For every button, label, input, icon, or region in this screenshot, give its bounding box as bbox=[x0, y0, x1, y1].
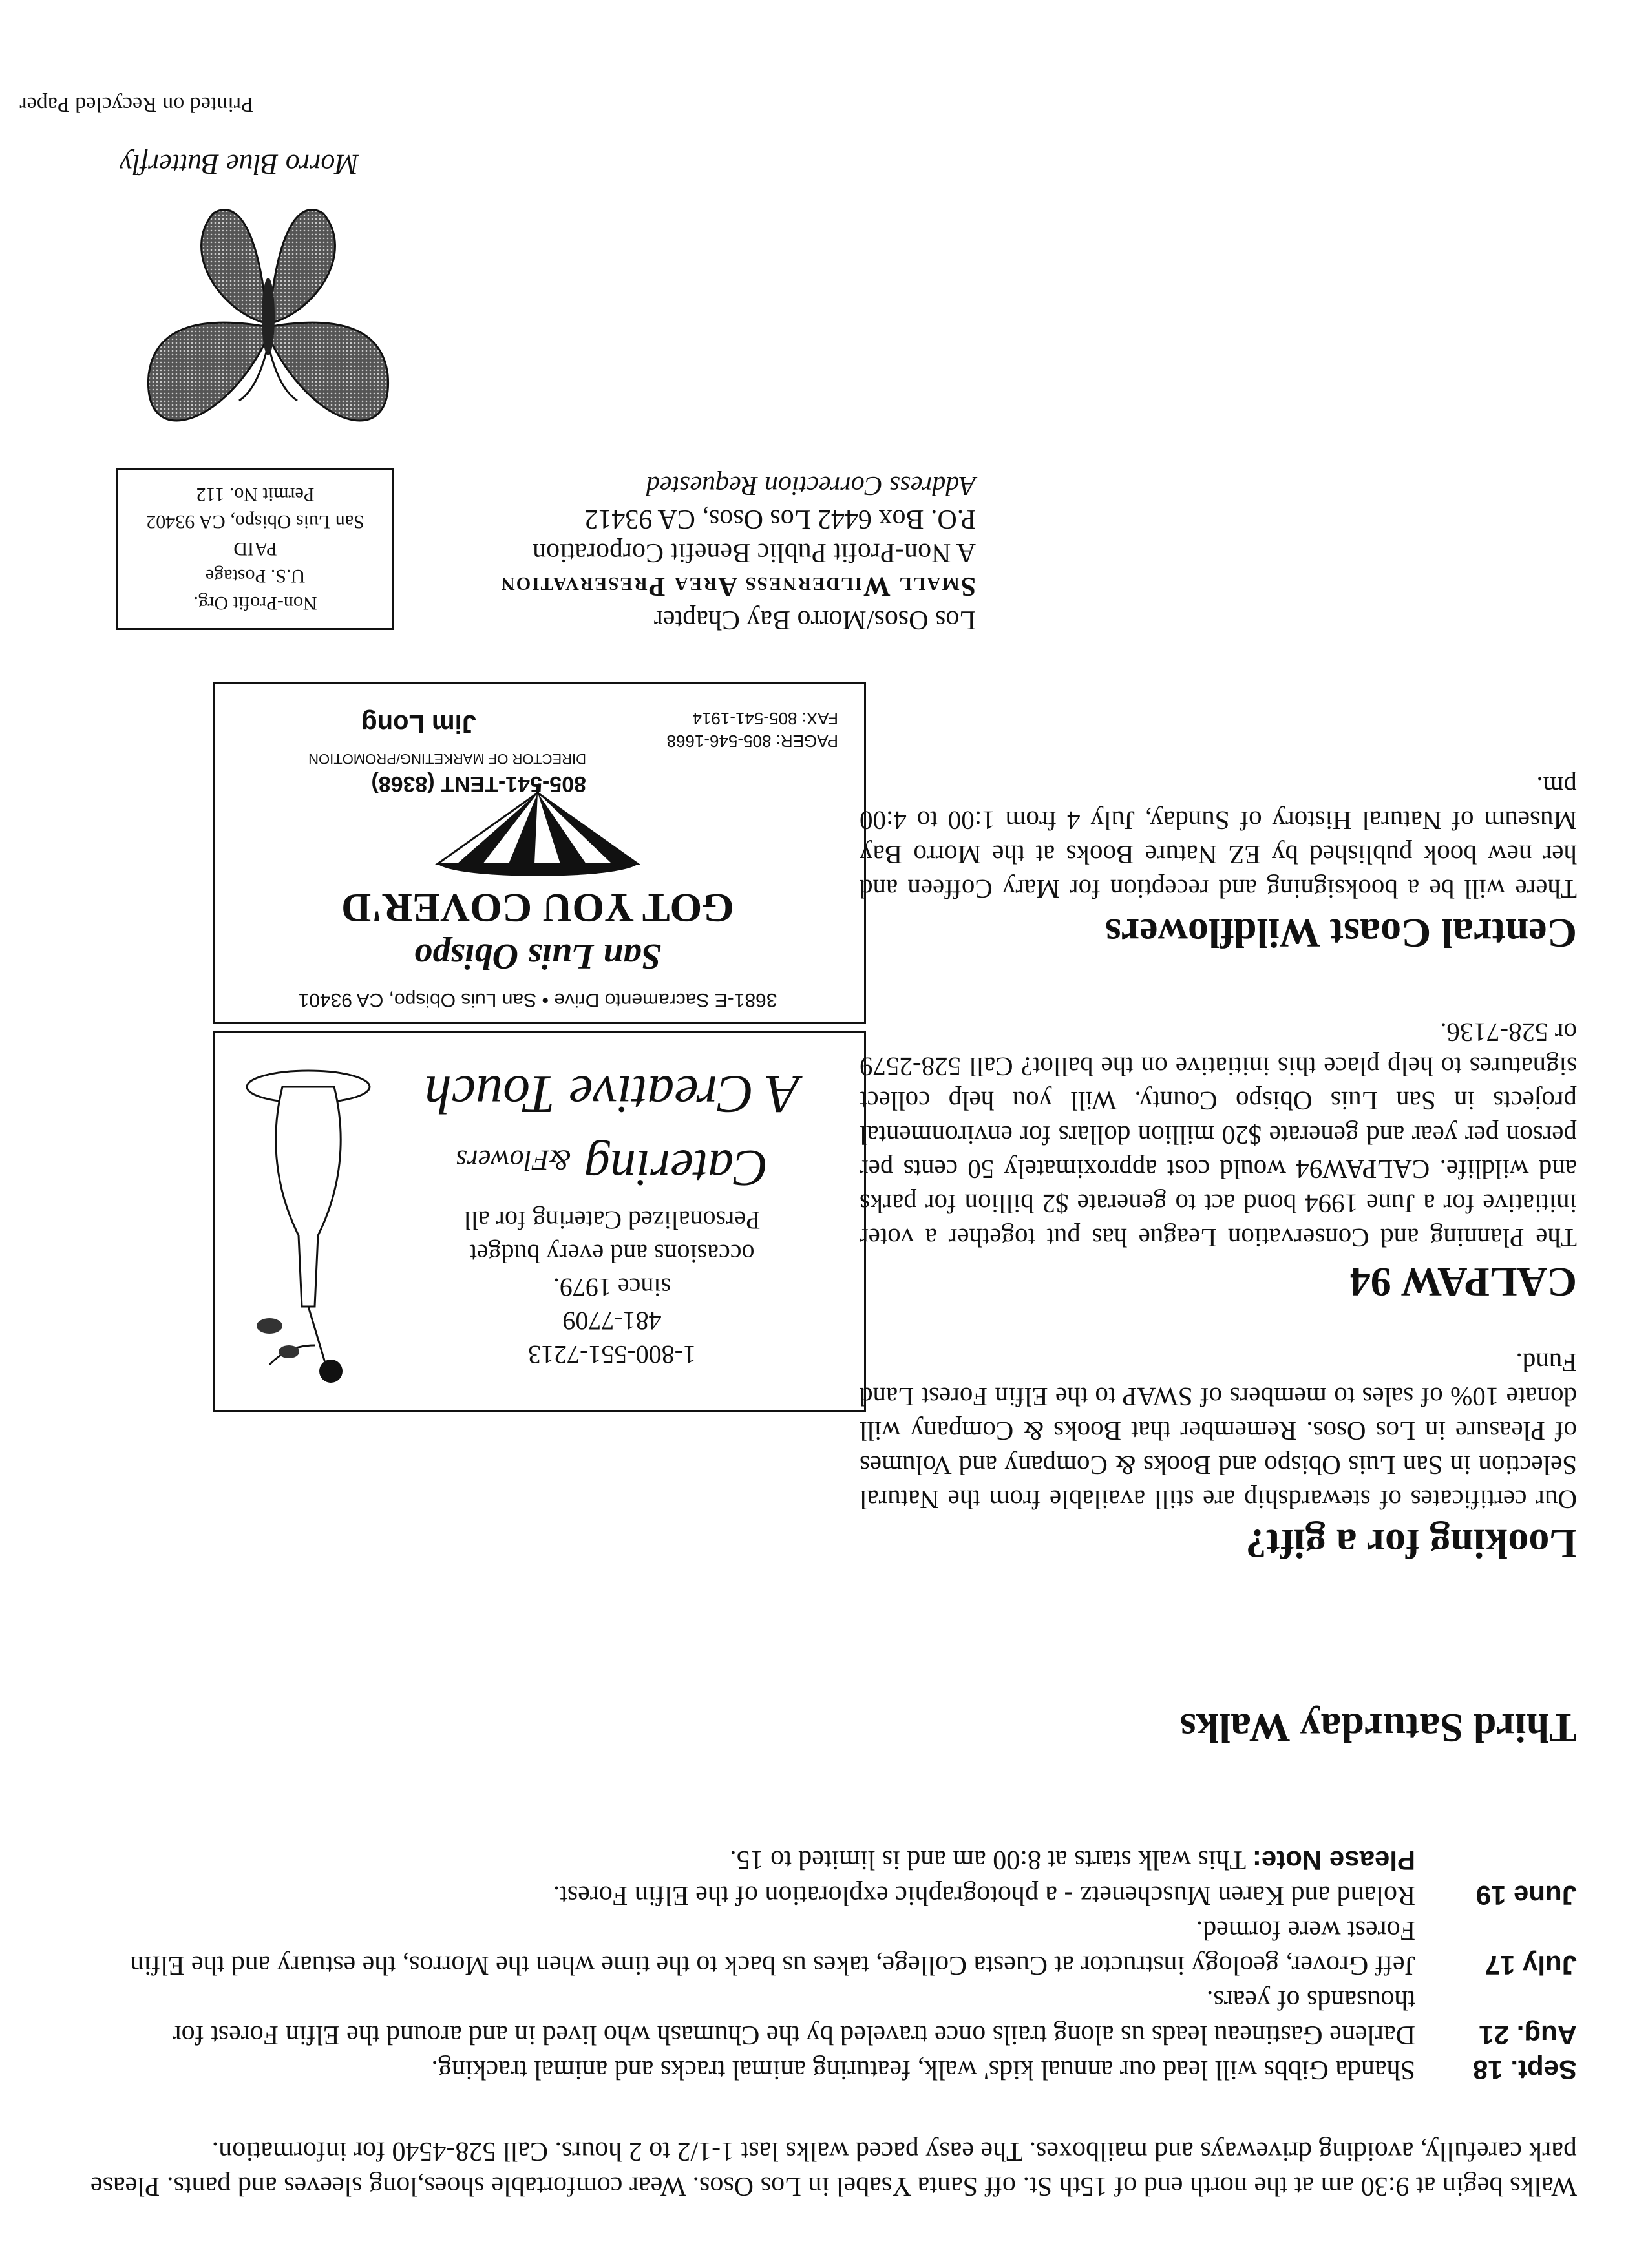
ad-fax: FAX: 805-541-1914 bbox=[692, 709, 838, 728]
note-label: Please Note: bbox=[1252, 1845, 1415, 1876]
walk-date: Sept. 18 bbox=[1472, 2055, 1577, 2085]
catering-title: A Creative Touch bbox=[424, 1064, 800, 1124]
ad-phone: 805-541-TENT (8368) bbox=[371, 772, 586, 796]
butterfly-caption: Morro Blue Butterfly bbox=[120, 149, 359, 180]
section-heading: Central Coast Wildflowers bbox=[1104, 910, 1577, 956]
walk-text: Roland and Karen Muschenetz - a photographic exploration of the Elfin Forest. bbox=[553, 1880, 1415, 1910]
walk-date: July 17 bbox=[1484, 1950, 1577, 1980]
catering-line: Personalized Catering for all bbox=[463, 1206, 761, 1235]
catering-line: since 1979. bbox=[553, 1273, 671, 1302]
got-you-covered-ad bbox=[213, 682, 866, 1024]
org-type: A Non-Profit Public Benefit Corporation bbox=[533, 538, 976, 567]
permit-line: PAID bbox=[233, 538, 277, 560]
calpaw-section bbox=[860, 1015, 1577, 1305]
ad-company: GOT YOU COVER'D bbox=[341, 885, 735, 931]
po-box: P.O. Box 6442 Los Osos, CA 93412 bbox=[584, 504, 976, 534]
creative-touch-ad bbox=[213, 1031, 866, 1412]
walk-item bbox=[90, 1982, 1577, 2052]
section-body: There will be a booksigning and reception for Mary Coffeen and her new book published by EZ Nature Books at the Morro Bay Museum of Natural History of Sunday, July 4 from 1:00 to 4:00 pm. bbox=[860, 772, 1577, 904]
walk-description bbox=[90, 1842, 1415, 1913]
section-body: The Planning and Conservation League has put together a voter initiative for a June 1994 bond act to generate $2 billion for parks and wildlife. CALPAW94 would cost approximately 50 cents per person per year and generate $20 million dollars for environmental projects in San Luis Obispo County. Will you help collect signatures to help place this initiative on the ballot? Call 528-2579 or 528-7136. bbox=[860, 1018, 1577, 1253]
org-name: Small Wilderness Area Preservation bbox=[500, 571, 976, 601]
permit-line: San Luis Obispo, CA 93402 bbox=[146, 511, 364, 532]
walk-date: Aug. 21 bbox=[1479, 2020, 1577, 2050]
flowers-word: &Flowers bbox=[456, 1144, 571, 1176]
butterfly-illustration bbox=[129, 181, 407, 465]
section-heading: Looking for a gift? bbox=[1245, 1521, 1577, 1567]
walks-list bbox=[90, 1842, 1577, 2087]
chapter-name: Los Osos/Morro Bay Chapter bbox=[653, 605, 976, 635]
tent-icon bbox=[431, 786, 644, 883]
walk-description: Darlene Gastineau leads us along trails once traveled by the Chumash who lived in and around the Elfin Forest for thousands of years. bbox=[172, 1985, 1415, 2050]
recycled-paper-note: Printed on Recycled Paper bbox=[19, 92, 253, 116]
walk-date: June 19 bbox=[1475, 1880, 1577, 1911]
walk-item bbox=[90, 1842, 1577, 1913]
vase-icon bbox=[237, 1048, 379, 1384]
ad-city: San Luis Obispo bbox=[414, 936, 662, 976]
permit-line: Permit No. 112 bbox=[196, 484, 315, 505]
ad-address: 3681-E Sacramento Drive • San Luis Obispo, CA 93401 bbox=[298, 989, 777, 1011]
walk-item bbox=[90, 1913, 1577, 1982]
section-body: Our certificates of stewardship are still available from the Natural Selection in San Luis Obispo and Books & Company and Volumes of Pleasure in Los Osos. Remember that Books & Company will donate 10% of sales to members of SWAP to the Elfin Forest Land Fund. bbox=[860, 1348, 1577, 1515]
catering-line: 1-800-551-7213 bbox=[528, 1340, 696, 1369]
catering-line: 481-7709 bbox=[562, 1307, 662, 1336]
wildflowers-section bbox=[860, 769, 1577, 956]
catering-details bbox=[386, 1203, 838, 1371]
catering-line: occasions and every budget bbox=[469, 1239, 755, 1268]
walk-description: Jeff Grover, geology instructor at Cuesta College, takes us back to the time when the Morros, the estuary and the Elfin Forest were formed. bbox=[130, 1915, 1415, 1980]
section-heading: CALPAW 94 bbox=[1349, 1259, 1577, 1305]
address-correction: Address Correction Requested bbox=[646, 470, 976, 500]
gift-section bbox=[860, 1345, 1577, 1567]
ad-contact-name: Jim Long bbox=[361, 709, 476, 738]
catering-subtitle bbox=[386, 1138, 838, 1197]
permit-line: Non-Profit Org. bbox=[193, 593, 317, 614]
butterfly-icon bbox=[129, 181, 407, 465]
ad-title: DIRECTOR OF MARKETING/PROMOTION bbox=[308, 751, 586, 767]
walks-heading: Third Saturday Walks bbox=[1179, 1705, 1577, 1751]
note-text: This walk starts at 8:00 am and is limited to 15. bbox=[730, 1845, 1252, 1874]
catering-word: Catering bbox=[584, 1139, 768, 1196]
ad-pager: PAGER: 805-546-1668 bbox=[666, 731, 838, 751]
postage-permit-box bbox=[116, 468, 394, 630]
walk-item bbox=[90, 2052, 1577, 2087]
walks-footer: Walks begin at 9:30 am at the north end of 15th St. off Santa Ysabel in Los Osos. Wear comfortable shoes,long sleeves and pants. Please park carefully, avoiding driveways and mailboxes. The easy paced walks last 1-1/2 to 2 hours. Call 528-4540 for information. bbox=[90, 2136, 1577, 2201]
walk-description: Shanda Gibbs will lead our annual kids' walk, featuring animal tracks and animal tracking. bbox=[431, 2055, 1415, 2084]
permit-line: U.S. Postage bbox=[205, 565, 306, 587]
